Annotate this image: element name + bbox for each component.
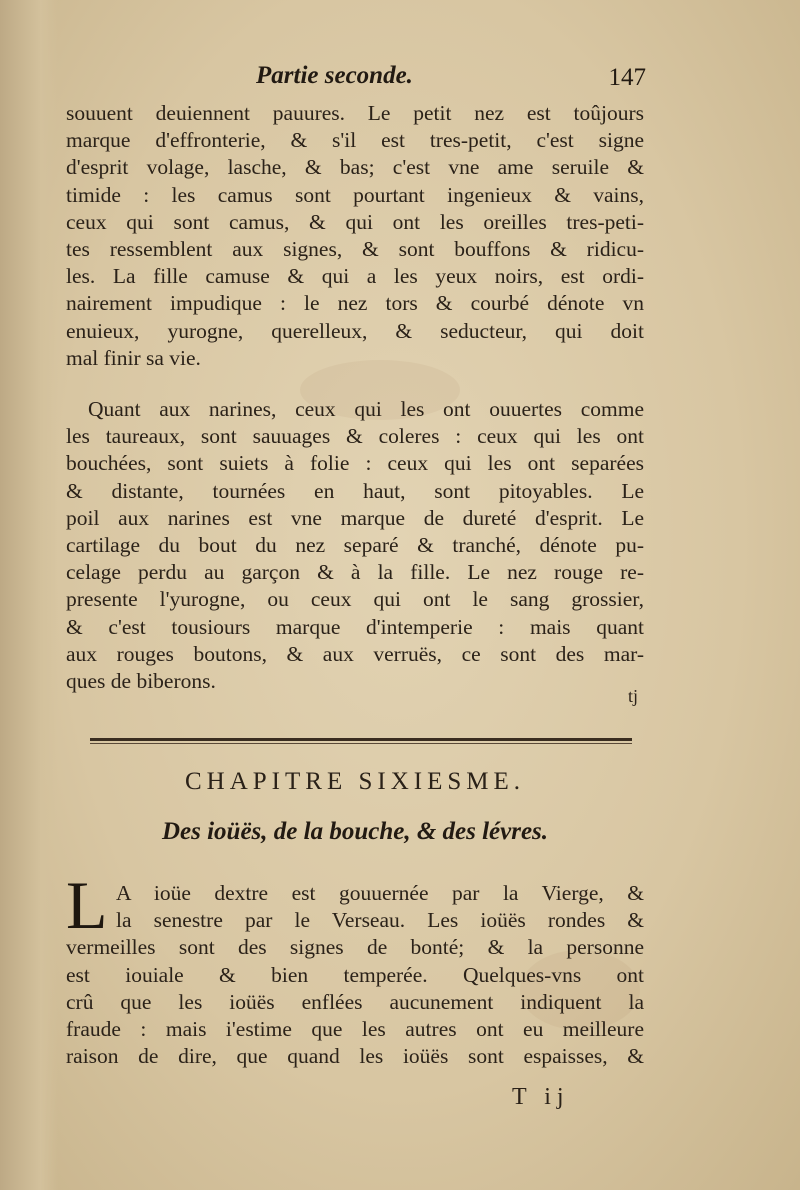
catchword: tj [628,686,639,706]
text-line: aux rouges boutons, & aux verruës, ce sont des mar- [66,641,644,666]
text-line: cartilage du bout du nez separé & tranché, dénote pu- [66,533,644,558]
section-rule [90,738,632,741]
text-line: les taureaux, sont sauuages & coleres : ceux qui les ont [66,424,644,449]
text-line: nairement impudique : le nez tors & courbé dénote vn [66,291,644,316]
text-line: & c'est tousiours marque d'intemperie : mais quant [66,614,644,639]
chapter-subtitle: Des ioüës, de la bouche, & des lévres. [161,818,549,845]
text-line: Quant aux narines, ceux qui les ont ouuertes comme [88,397,644,421]
text-line: A ioüe dextre est gouuernée par la Vierge, & [116,881,644,905]
running-head: Partie seconde. [256,62,413,89]
text-line: est iouiale & bien temperée. Quelques-vns ont [66,962,644,987]
text-line: & distante, tournées en haut, sont pitoyables. Le [66,478,644,503]
text-line: bouchées, sont suiets à folie : ceux qui les ont separées [66,451,644,476]
text-line: presente l'yurogne, ou ceux qui ont le sang grossier, [66,587,644,612]
text-line: mal finir sa vie. [66,345,201,370]
text-line: raison de dire, que quand les ioüës sont espaisses, & [66,1044,644,1069]
text-line: fraude : mais i'estime que les autres ont eu meilleure [66,1017,644,1042]
page-number: 147 [608,64,646,91]
text-line: crû que les ioüës enflées aucunement indiquent la [66,989,644,1014]
text-line: ques de biberons. [66,669,216,694]
text-line: souuent deuiennent pauures. Le petit nez est toûjours [66,101,644,125]
text-line: d'esprit volage, lasche, & bas; c'est vne ame seruile & [66,155,644,180]
text-line: celage perdu au garçon & à la fille. Le nez rouge re- [66,560,644,585]
text-line: tes ressemblent aux signes, & sont bouffons & ridicu- [66,237,644,262]
page-header [60,62,650,96]
paragraph-ioues [66,880,644,1070]
paragraph-narines [66,396,644,695]
drop-cap: L [66,867,108,943]
text-line: marque d'effronterie, & s'il est tres-petit, c'est signe [66,128,644,153]
text-line: la senestre par le Verseau. Les ioüës rondes & [116,908,644,933]
text-line: timide : les camus sont pourtant ingenieux & vains, [66,182,644,207]
section-rule-thin [90,743,632,744]
text-line: vermeilles sont des signes de bonté; & la personne [66,935,644,960]
text-line: ceux qui sont camus, & qui ont les oreilles tres-peti- [66,209,644,234]
text-line: enuieux, yurogne, querelleux, & seducteur, qui doit [66,318,644,343]
page-gutter-shadow [0,0,58,1190]
signature-mark: T ij [512,1084,570,1110]
chapter-heading: CHAPITRE SIXIESME. [184,768,525,795]
paragraph-continuation [66,100,644,372]
text-line: les. La fille camuse & qui a les yeux noirs, est ordi- [66,264,644,289]
text-line: poil aux narines est vne marque de dureté d'esprit. Le [66,505,644,530]
